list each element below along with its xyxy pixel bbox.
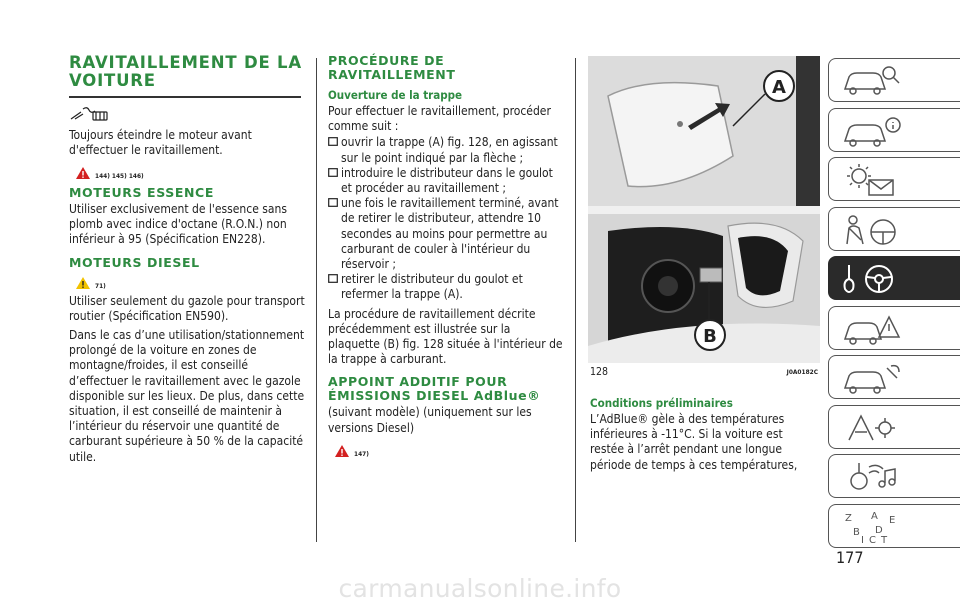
figure-label-a: A — [772, 77, 786, 98]
tab-maintenance[interactable] — [828, 355, 960, 399]
tab-starting-driving-active[interactable] — [828, 256, 960, 300]
index-letters-icon — [839, 509, 903, 545]
caution-ref-line — [75, 272, 305, 290]
figure-code: J0A0182C — [786, 368, 818, 376]
figure-number: 128 — [590, 366, 609, 378]
tab-driving[interactable] — [828, 207, 960, 251]
subheading-trappe: Ouverture de la trappe — [328, 88, 463, 102]
key-steering-icon — [839, 261, 903, 297]
warning-lights-icon — [839, 162, 903, 198]
checkbox-bullet-icon — [328, 168, 338, 177]
seatbelt-icon — [839, 212, 903, 248]
page-number: 177 — [836, 548, 864, 567]
checkbox-bullet-icon — [328, 198, 338, 207]
list-item — [328, 135, 563, 165]
conditions-text: L’AdBlue® gèle à des températures inférieures à -11°C. Si la voiture est restée à l’arrêt pendant une longue période de temps à ces températures, — [590, 412, 798, 472]
warning-refs: 144) 145) 146) — [95, 171, 144, 180]
svg-text:I: I — [861, 534, 864, 545]
diesel-text-1: Utiliser seulement du gazole pour transport routier (Spécification EN590). — [69, 293, 305, 323]
list-item — [328, 196, 563, 272]
svg-text:A: A — [871, 510, 878, 522]
tab-technical-data[interactable] — [828, 405, 960, 449]
warning-ref-line — [75, 162, 305, 180]
list-item-text: une fois le ravitaillement terminé, avant de retirer le distributeur, attendre 10 secondes au moins pour permettre au carburant de couler à l'intérieur du réservoir ; — [341, 196, 559, 272]
heading-essence: MOTEURS ESSENCE — [69, 184, 214, 200]
diesel-text-2: Dans le cas d’une utilisation/stationnement prolongé de la voiture en zones de montagne/froides, il est conseillé d’effectuer le ravitaillement avec le gazole disponible sur les lieux. De plus, dans cette situation, il est conseillé de maintenir à l’intérieur du réservoir une quantité de carburant supérieure à 50 % de la capacité utile. — [69, 327, 305, 464]
procedure-description: La procédure de ravitaillement décrite précédemment est illustrée sur la plaquette (B) fig. 128 située à l'intérieur de la trappe à carburant. — [328, 306, 563, 367]
subheading-conditions: Conditions préliminaires — [590, 396, 733, 410]
checkbox-bullet-icon — [328, 274, 338, 283]
essence-text: Utiliser exclusivement de l'essence sans plomb avec indice d'octane (R.O.N.) non inférieur à 95 (Spécification EN228). — [69, 201, 287, 247]
figure-label-b: B — [703, 326, 717, 347]
column-left — [69, 50, 305, 469]
heading-diesel: MOTEURS DIESEL — [69, 254, 200, 270]
figure-caption — [590, 366, 820, 378]
watermark: carmanualsonline.info — [338, 574, 622, 603]
tab-emergency[interactable] — [828, 306, 960, 350]
list-item-text: ouvrir la trappe (A) fig. 128, en agissant sur le point indiqué par la flèche ; — [341, 135, 558, 165]
multimedia-icon — [839, 459, 903, 495]
adblue-warning-line — [334, 440, 563, 458]
tab-car-info[interactable] — [828, 108, 960, 152]
accident-triangle-icon — [839, 311, 903, 347]
svg-text:Z: Z — [845, 512, 852, 524]
car-info-icon — [839, 113, 903, 149]
column-right — [590, 394, 820, 477]
car-search-icon — [839, 63, 903, 99]
column-divider — [575, 58, 576, 542]
trappe-intro: Pour effectuer le ravitaillement, procéder comme suit : — [328, 104, 551, 134]
caution-triangle-icon — [75, 276, 91, 290]
svg-text:D: D — [875, 524, 883, 536]
checkbox-bullet-icon — [328, 137, 338, 146]
fuel-door-photo — [588, 56, 820, 363]
car-maintenance-icon — [839, 360, 903, 396]
svg-text:E: E — [889, 514, 896, 526]
column-middle — [328, 50, 563, 462]
no-smoking-icon — [69, 106, 305, 126]
svg-text:T: T — [881, 534, 888, 545]
svg-text:B: B — [853, 526, 860, 538]
technical-data-icon — [839, 410, 903, 446]
chapter-tabs — [828, 58, 960, 553]
tab-index[interactable] — [828, 504, 960, 548]
list-item-text: retirer le distributeur du goulot et refermer la trappe (A). — [341, 272, 523, 302]
list-item-text: introduire le distributeur dans le goulot et procéder au ravitaillement ; — [341, 165, 553, 196]
intro-text: Toujours éteindre le moteur avant d'effectuer le ravitaillement. — [69, 127, 252, 157]
heading-procedure: PROCÉDURE DE RAVITAILLEMENT — [328, 53, 456, 82]
adblue-refs: 147) — [354, 449, 369, 458]
heading-adblue: APPOINT ADDITIF POUR ÉMISSIONS DIESEL AdBlue® — [328, 374, 541, 404]
adblue-text: (suivant modèle) (uniquement sur les versions Diesel) — [328, 405, 532, 435]
list-item — [328, 166, 563, 196]
list-item — [328, 272, 563, 302]
tab-multimedia[interactable] — [828, 454, 960, 498]
svg-text:C: C — [869, 534, 876, 545]
tab-warning-lights[interactable] — [828, 157, 960, 201]
caution-refs: 71) — [95, 281, 106, 290]
section-title: RAVITAILLEMENT DE LA VOITURE — [69, 53, 302, 90]
title-divider — [69, 96, 301, 98]
warning-triangle-icon — [334, 444, 350, 458]
warning-triangle-icon — [75, 166, 91, 180]
column-divider — [316, 58, 317, 542]
tab-car-search[interactable] — [828, 58, 960, 102]
